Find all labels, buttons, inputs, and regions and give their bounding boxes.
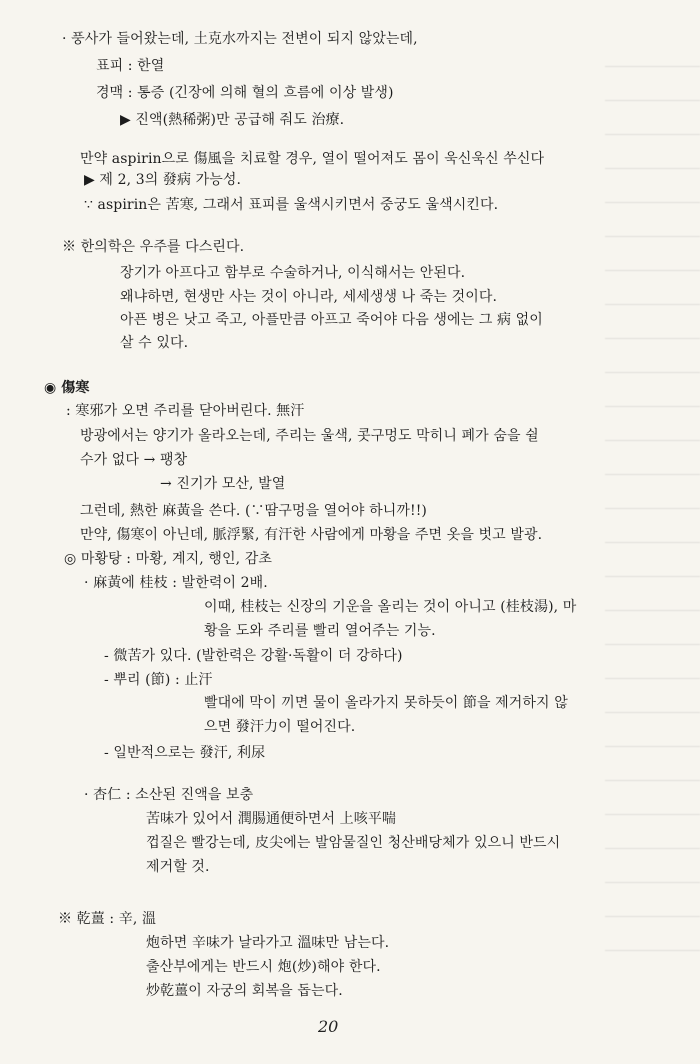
text-line: 표피 : 한열	[96, 58, 165, 74]
text-line: 장기가 아프다고 함부로 수술하거나, 이식해서는 안된다.	[120, 265, 466, 281]
text-line: 살 수 있다.	[120, 335, 189, 351]
text-line: ◎ 마황탕 : 마황, 계지, 행인, 감초	[64, 551, 272, 567]
text-line: 만약 aspirin으로 傷風을 치료할 경우, 열이 떨어져도 몸이 욱신욱신 쑤신다	[80, 151, 545, 167]
text-line: ※ 한의학은 우주를 다스린다.	[62, 239, 245, 255]
text-line: 炒乾薑이 자궁의 회복을 돕는다.	[146, 983, 343, 999]
text-line: · 풍사가 들어왔는데, 土克水까지는 전변이 되지 않았는데,	[62, 31, 418, 47]
text-line: : 寒邪가 오면 주리를 닫아버린다. 無汗	[66, 403, 305, 419]
text-line: 수가 없다 → 팽창	[80, 452, 188, 468]
text-line: 출산부에게는 반드시 炮(炒)해야 한다.	[146, 959, 381, 975]
text-line: - 뿌리 (節) : 止汗	[104, 672, 213, 688]
bleed-through-text	[605, 40, 700, 980]
text-line: 제거할 것.	[146, 859, 210, 875]
text-line: 경맥 : 통증 (긴장에 의해 혈의 흐름에 이상 발생)	[96, 85, 394, 101]
text-line: 炮하면 辛味가 날라가고 溫味만 남는다.	[146, 935, 390, 951]
text-line: ※ 乾薑 : 辛, 溫	[58, 911, 157, 927]
text-line: 아픈 병은 낫고 죽고, 아플만큼 아프고 죽어야 다음 생에는 그 病 없이	[120, 312, 543, 328]
page-number: 20	[318, 1017, 339, 1036]
text-line: · 麻黃에 桂枝 : 발한력이 2배.	[84, 575, 268, 591]
text-line: ∵ aspirin은 苦寒, 그래서 표피를 울색시키면서 중궁도 울색시킨다.	[84, 197, 499, 213]
text-line: - 일반적으로는 發汗, 利尿	[104, 745, 266, 761]
text-line: 그런데, 熱한 麻黃을 쓴다. (∵땀구멍을 열어야 하니까!!)	[80, 503, 427, 519]
text-line: 왜냐하면, 현생만 사는 것이 아니라, 세세생생 나 죽는 것이다.	[120, 289, 498, 305]
text-line: 황을 도와 주리를 빨리 열어주는 기능.	[204, 623, 436, 639]
text-line: ▶ 제 2, 3의 發病 가능성.	[84, 172, 242, 188]
text-line: 껍질은 빨강는데, 皮尖에는 발암물질인 청산배당체가 있으니 반드시	[146, 835, 561, 851]
text-line: - 微苦가 있다. (발한력은 강활·독활이 더 강하다)	[104, 648, 403, 664]
text-line: → 진기가 모산, 발열	[160, 476, 286, 492]
text-line: · 杏仁 : 소산된 진액을 보충	[84, 787, 254, 803]
text-line: 방광에서는 양기가 올라오는데, 주리는 울색, 콧구멍도 막히니 폐가 숨을 쉴	[80, 428, 539, 444]
text-line: ▶ 진액(熱稀粥)만 공급해 줘도 治療.	[120, 112, 345, 128]
text-line: 이때, 桂枝는 신장의 기운을 올리는 것이 아니고 (桂枝湯), 마	[204, 599, 577, 615]
section-heading: ◉ 傷寒	[44, 380, 90, 396]
text-line: 으면 發汗力이 떨어진다.	[204, 719, 356, 735]
text-line: 빨대에 막이 끼면 물이 올라가지 못하듯이 節을 제거하지 않	[204, 695, 568, 711]
text-line: 만약, 傷寒이 아닌데, 脈浮緊, 有汗한 사람에게 마황을 주면 옷을 벗고 발광.	[80, 527, 543, 543]
text-line: 苦味가 있어서 潤腸通便하면서 上咳平喘	[146, 811, 397, 827]
